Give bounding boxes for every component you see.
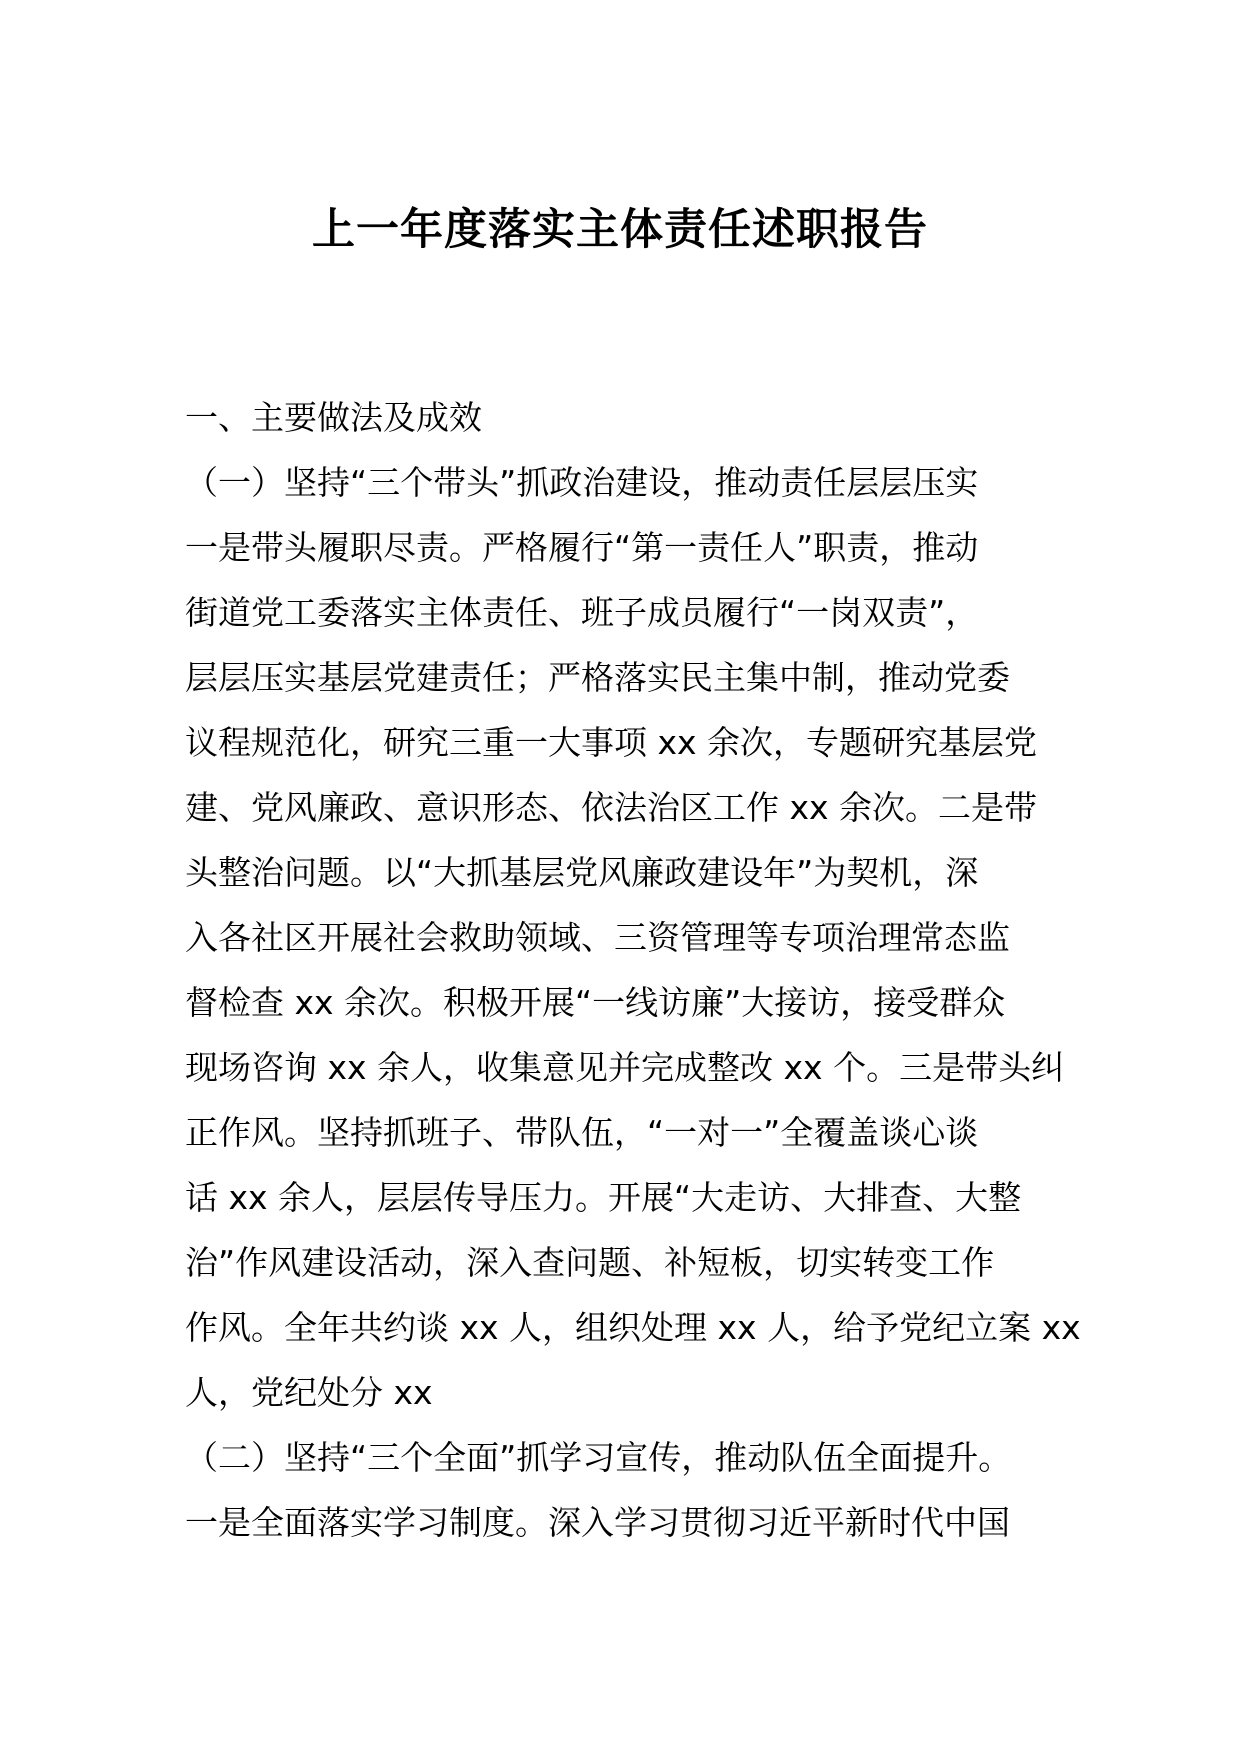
body-line: 治”作风建设活动，深入查问题、补短板，切实转变工作 <box>185 1243 995 1282</box>
section-heading-1: 一、主要做法及成效 <box>185 398 482 437</box>
document-body <box>185 385 1081 1555</box>
document-title: 上一年度落实主体责任述职报告 <box>312 205 928 255</box>
body-line: 一是全面落实学习制度。深入学习贯彻习近平新时代中国 <box>185 1503 1010 1542</box>
body-line: 一是带头履职尽责。严格履行“第一责任人”职责，推动 <box>185 528 979 567</box>
body-line: 层层压实基层党建责任；严格落实民主集中制，推动党委 <box>185 658 1010 697</box>
body-line: 督检查 xx 余次。积极开展“一线访廉”大接访，接受群众 <box>185 983 1006 1022</box>
body-line: 议程规范化，研究三重一大事项 xx 余次，专题研究基层党 <box>185 723 1038 762</box>
subsection-heading-2: （二）坚持“三个全面”抓学习宣传，推动队伍全面提升。 <box>185 1438 1012 1477</box>
body-line: 话 xx 余人，层层传导压力。开展“大走访、大排查、大整 <box>185 1178 1022 1217</box>
body-line: 正作风。坚持抓班子、带队伍，“一对一”全覆盖谈心谈 <box>185 1113 979 1152</box>
body-line: 现场咨询 xx 余人，收集意见并完成整改 xx 个。三是带头纠 <box>185 1048 1065 1087</box>
body-line: 街道党工委落实主体责任、班子成员履行“一岗双责”， <box>185 593 979 632</box>
body-line: 头整治问题。以“大抓基层党风廉政建设年”为契机，深 <box>185 853 979 892</box>
body-line: 人，党纪处分 xx <box>185 1373 433 1412</box>
body-line: 建、党风廉政、意识形态、依法治区工作 xx 余次。二是带 <box>185 788 1038 827</box>
subsection-heading-1: （一）坚持“三个带头”抓政治建设，推动责任层层压实 <box>185 463 979 502</box>
body-line: 入各社区开展社会救助领域、三资管理等专项治理常态监 <box>185 918 1010 957</box>
body-line: 作风。全年共约谈 xx 人，组织处理 xx 人，给予党纪立案 xx <box>185 1308 1081 1347</box>
